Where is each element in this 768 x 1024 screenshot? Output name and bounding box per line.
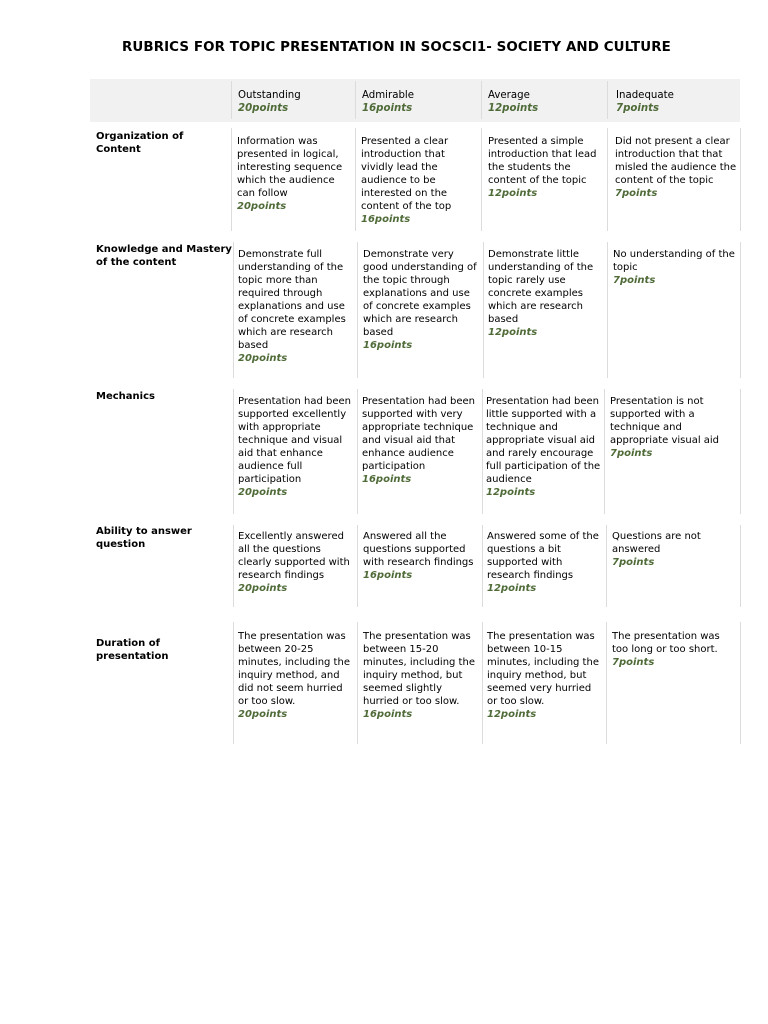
column-divider [481, 81, 482, 119]
cell-text: Demonstrate very good understanding of the topic through explanations and use of concrete examples which are research based [363, 249, 477, 338]
criterion-label: Duration of presentation [96, 638, 169, 662]
column-divider [740, 389, 741, 514]
rubric-cell [238, 530, 354, 595]
rubric-cell [615, 135, 738, 200]
column-header-label: Admirable [362, 90, 415, 101]
cell-points: 12points [487, 583, 537, 594]
column-divider [482, 389, 483, 514]
cell-points: 7points [612, 557, 655, 568]
cell-text: Demonstrate little understanding of the topic rarely use concrete examples which are research based [488, 249, 594, 325]
cell-points: 20points [238, 583, 288, 594]
column-header-label: Inadequate [616, 90, 674, 101]
column-divider [357, 389, 358, 514]
cell-text: Answered all the questions supported with research findings [363, 531, 474, 568]
rubric-cell [488, 135, 604, 200]
rubric-cell [238, 630, 354, 721]
column-divider [482, 622, 483, 744]
column-header-label: Outstanding [238, 90, 301, 101]
column-divider [483, 242, 484, 378]
cell-points: 20points [238, 353, 288, 364]
rubric-cell [486, 395, 602, 499]
cell-text: Presentation had been little supported with a technique and appropriate visual aid and rarely encourage full participation of the audience [486, 396, 601, 485]
column-divider [481, 128, 482, 231]
cell-text: Presented a simple introduction that lead the students the content of the topic [488, 136, 597, 186]
criterion-label: Ability to answer question [96, 526, 192, 550]
cell-text: Demonstrate full understanding of the topic more than required through explanations and use of concrete examples which are research based [238, 249, 346, 351]
cell-text: No understanding of the topic [613, 249, 735, 273]
rubric-cell [487, 530, 603, 595]
column-divider [482, 525, 483, 607]
column-divider [231, 128, 232, 231]
column-divider [233, 525, 234, 607]
cell-text: Presentation had been supported excellently with appropriate technique and visual aid that enhance audience full participation [238, 396, 351, 485]
cell-points: 12points [487, 709, 537, 720]
column-divider [607, 81, 608, 119]
cell-text: Answered some of the questions a bit supported with research findings [487, 531, 599, 581]
column-header-points: 12points [488, 103, 539, 114]
column-divider [231, 81, 232, 119]
column-divider [740, 242, 741, 378]
rubric-cell [488, 248, 602, 339]
rubric-cell [612, 530, 732, 569]
cell-points: 20points [238, 709, 288, 720]
column-divider [604, 389, 605, 514]
column-divider [740, 128, 741, 231]
cell-text: Excellently answered all the questions clearly supported with research findings [238, 531, 350, 581]
cell-points: 7points [612, 657, 655, 668]
rubric-cell [238, 395, 354, 499]
rubric-cell [363, 630, 479, 721]
column-divider [740, 525, 741, 607]
cell-text: Presented a clear introduction that vividly lead the audience to be interested on the content of the top [361, 136, 452, 212]
rubric-cell [237, 135, 353, 213]
column-divider [357, 525, 358, 607]
column-header [238, 89, 350, 115]
cell-text: The presentation was between 20-25 minutes, including the inquiry method, and did not seem hurried or too slow. [238, 631, 350, 707]
column-divider [740, 622, 741, 744]
column-divider [233, 242, 234, 378]
column-header [616, 89, 734, 115]
column-divider [233, 389, 234, 514]
cell-text: The presentation was between 15-20 minutes, including the inquiry method, but seemed slightly hurried or too slow. [363, 631, 475, 707]
column-divider [607, 242, 608, 378]
cell-text: Presentation had been supported with very appropriate technique and visual aid that enhance audience participation [362, 396, 475, 472]
rubric-cell [361, 135, 479, 226]
rubric-cell [363, 248, 479, 352]
cell-points: 20points [237, 201, 287, 212]
cell-points: 16points [363, 340, 413, 351]
cell-text: Did not present a clear introduction that that misled the audience the content of the topic [615, 136, 737, 186]
cell-text: Questions are not answered [612, 531, 701, 555]
criterion-label: Knowledge and Mastery of the content [96, 244, 232, 268]
column-header-points: 16points [362, 103, 413, 114]
column-divider [607, 128, 608, 231]
cell-points: 12points [488, 188, 538, 199]
rubric-cell [610, 395, 730, 460]
column-header-points: 7points [616, 103, 660, 114]
cell-points: 16points [361, 214, 411, 225]
column-header-label: Average [488, 90, 530, 101]
rubric-cell [363, 530, 479, 582]
column-divider [357, 622, 358, 744]
column-divider [355, 128, 356, 231]
document-title: RUBRICS FOR TOPIC PRESENTATION IN SOCSCI1- SOCIETY AND CULTURE [122, 40, 671, 55]
rubric-cell [487, 630, 603, 721]
column-header [488, 89, 600, 115]
cell-text: The presentation was too long or too short. [612, 631, 720, 655]
cell-points: 12points [488, 327, 538, 338]
cell-points: 7points [613, 275, 656, 286]
column-header-points: 20points [238, 103, 289, 114]
cell-points: 16points [362, 474, 412, 485]
cell-points: 20points [238, 487, 288, 498]
rubric-cell [612, 630, 734, 669]
column-divider [606, 622, 607, 744]
column-divider [355, 81, 356, 119]
column-divider [357, 242, 358, 378]
column-divider [233, 622, 234, 744]
cell-text: Presentation is not supported with a technique and appropriate visual aid [610, 396, 720, 446]
rubric-cell [238, 248, 354, 365]
cell-text: The presentation was between 10-15 minutes, including the inquiry method, but seemed very hurried or too slow. [487, 631, 599, 707]
cell-text: Information was presented in logical, interesting sequence which the audience can follow [237, 136, 343, 199]
rubric-cell [362, 395, 480, 486]
cell-points: 7points [610, 448, 653, 459]
cell-points: 16points [363, 709, 413, 720]
cell-points: 12points [486, 487, 536, 498]
criterion-label: Mechanics [96, 391, 155, 402]
cell-points: 7points [615, 188, 658, 199]
rubric-cell [613, 248, 739, 287]
column-header [362, 89, 474, 115]
cell-points: 16points [363, 570, 413, 581]
criterion-label: Organization of Content [96, 131, 184, 155]
column-divider [606, 525, 607, 607]
